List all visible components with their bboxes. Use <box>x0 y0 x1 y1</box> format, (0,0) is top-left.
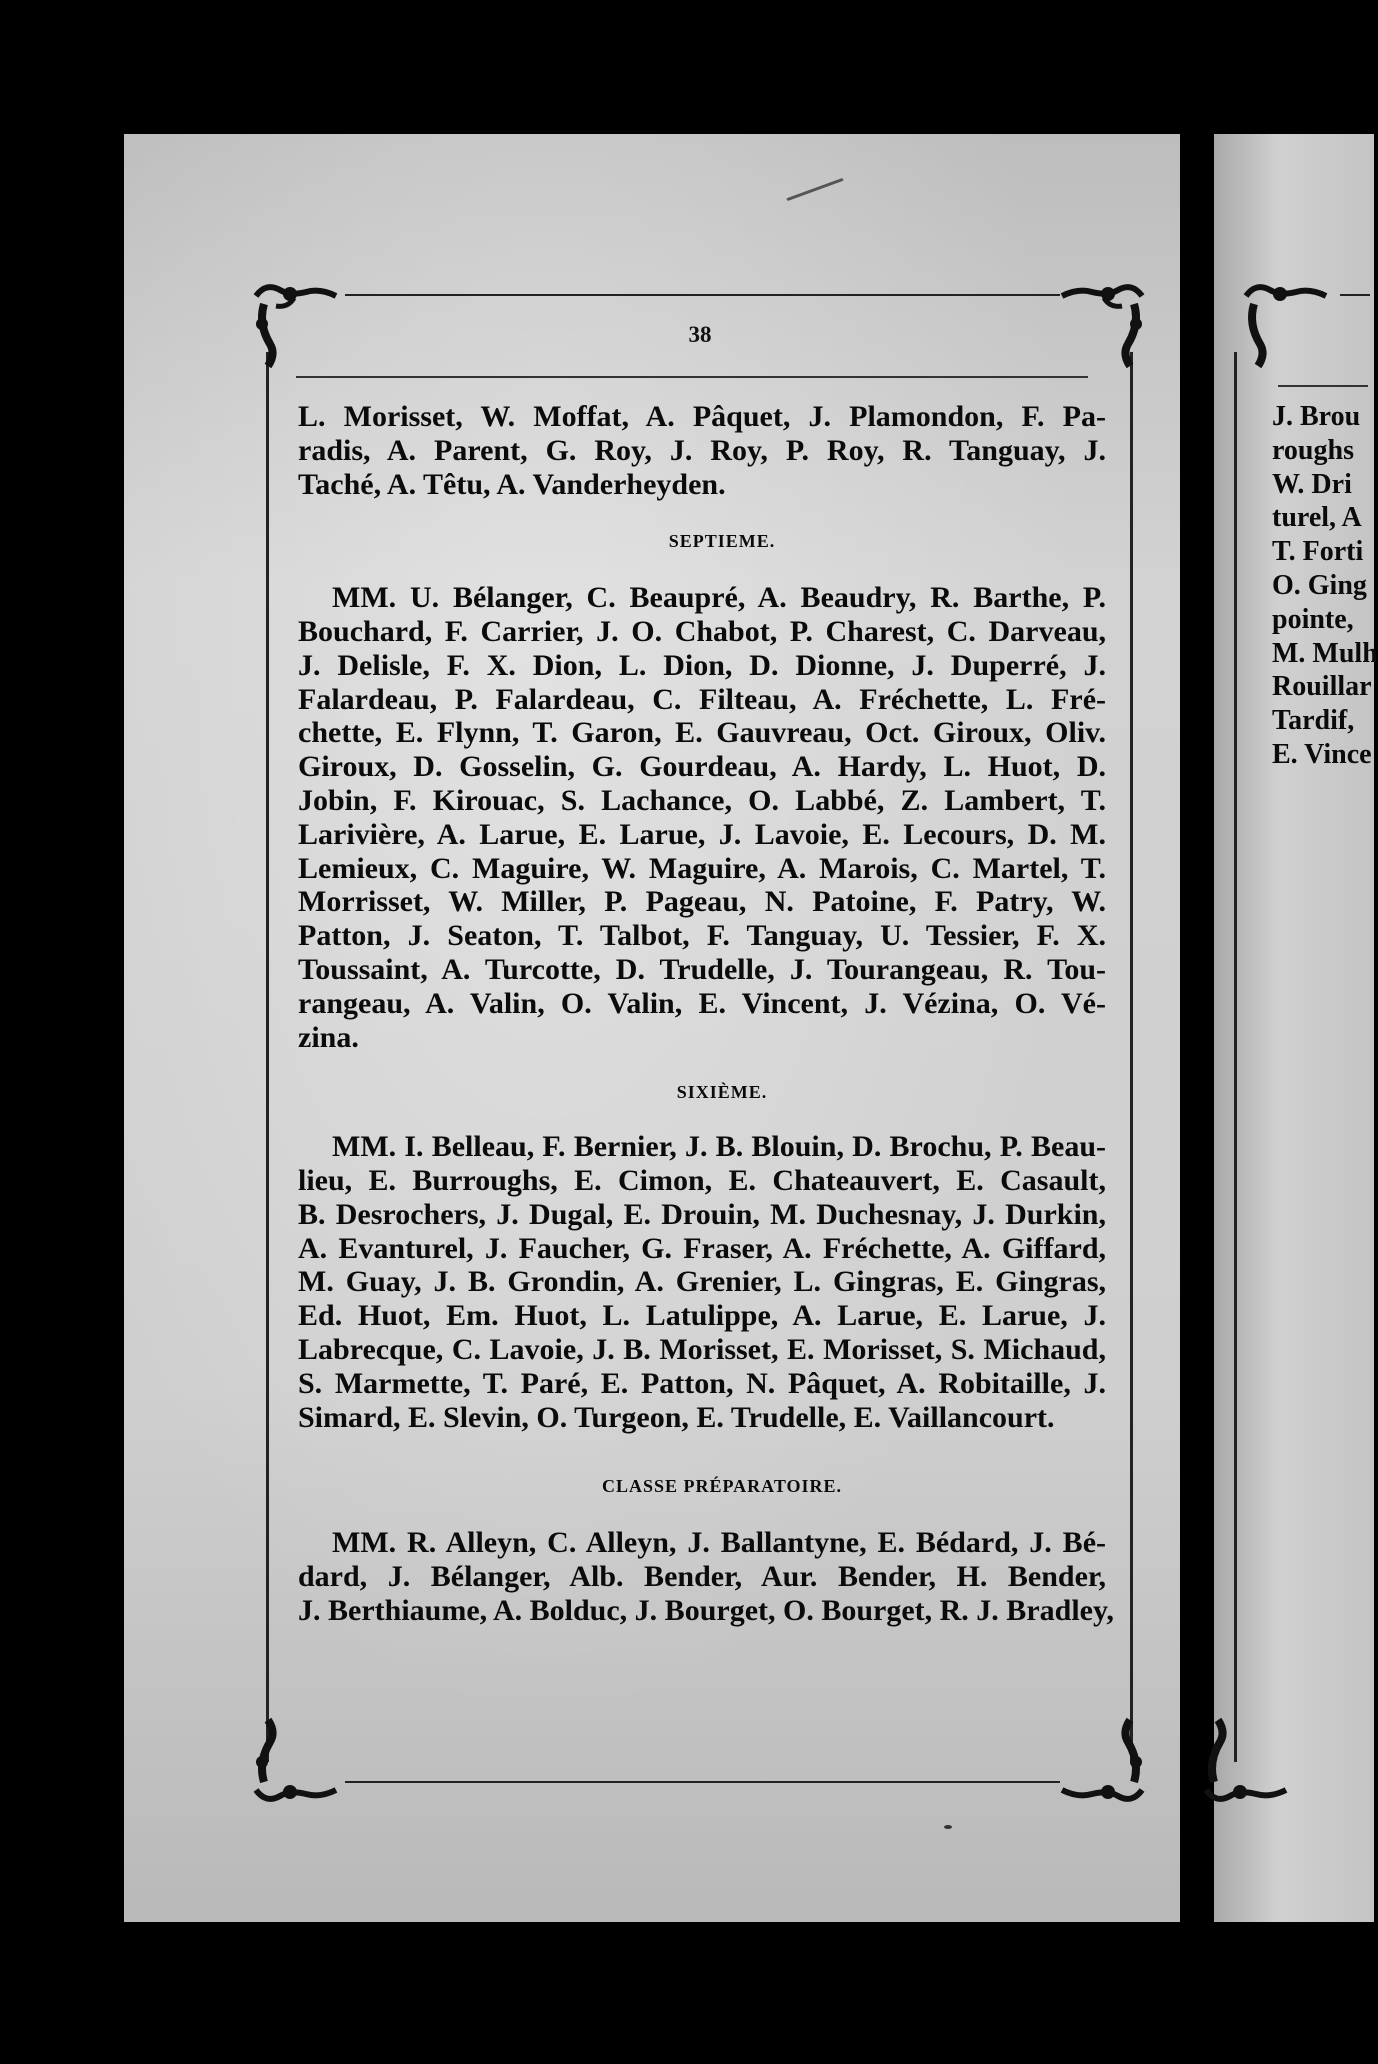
section-heading-classe-preparatoire: CLASSE PRÉPARATOIRE. <box>601 1476 843 1497</box>
text-line: Toussaint, A. Turcotte, D. Trudelle, J. Tourangeau, R. Tou- <box>298 952 1106 986</box>
text-line: S. Marmette, T. Paré, E. Patton, N. Pâquet, A. Robitaille, J. <box>298 1366 1106 1400</box>
text-line: Labrecque, C. Lavoie, J. B. Morisset, E. Morisset, S. Michaud, <box>298 1332 1106 1366</box>
border-line-left <box>266 352 269 1762</box>
text-line: Patton, J. Seaton, T. Talbot, F. Tanguay, U. Tessier, F. X. <box>298 919 1106 953</box>
adjacent-text-fragment: Rouillar <box>1272 671 1372 703</box>
section-heading-sixieme: SIXIÈME. <box>676 1082 768 1103</box>
adjacent-header-rule <box>1278 385 1368 387</box>
adjacent-text-fragment: W. Dri <box>1272 468 1352 500</box>
border-line-right <box>1130 352 1133 1762</box>
text-line: Taché, A. Têtu, A. Vanderheyden. <box>298 467 726 501</box>
adjacent-corner-ornament-bottom-icon <box>1196 1710 1296 1810</box>
text-line: Giroux, D. Gosselin, G. Gourdeau, A. Hardy, L. Huot, D. <box>298 750 1106 784</box>
adjacent-corner-ornament-top-icon <box>1236 276 1336 376</box>
text-line: radis, A. Parent, G. Roy, J. Roy, P. Roy, R. Tanguay, J. <box>298 433 1106 467</box>
adjacent-border-line-left <box>1234 352 1237 1762</box>
border-rule-top <box>345 294 1060 296</box>
adjacent-text-fragment: roughs <box>1272 434 1354 466</box>
text-line: J. Berthiaume, A. Bolduc, J. Bourget, O. Bourget, R. J. Bradley, <box>298 1593 1114 1627</box>
ink-speck <box>944 1825 952 1829</box>
adjacent-text-fragment: pointe, <box>1272 603 1354 635</box>
adjacent-text-fragment: M. Mulh <box>1272 637 1378 669</box>
adjacent-text-fragment: O. Ging <box>1272 569 1367 601</box>
opening-paragraph <box>298 400 1106 501</box>
adjacent-text-fragment: E. Vince <box>1272 738 1372 770</box>
corner-ornament-bottom-right-icon <box>1052 1710 1152 1810</box>
text-line: Ed. Huot, Em. Huot, L. Latulippe, A. Larue, E. Larue, J. <box>298 1299 1106 1333</box>
adjacent-page-text <box>1272 400 1378 772</box>
border-rule-bottom <box>345 1781 1060 1783</box>
corner-ornament-top-right-icon <box>1052 276 1152 376</box>
page-number: 38 <box>688 322 712 347</box>
text-line: Larivière, A. Larue, E. Larue, J. Lavoie, E. Lecours, D. M. <box>298 817 1106 851</box>
text-line: chette, E. Flynn, T. Garon, E. Gauvreau, Oct. Giroux, Oliv. <box>298 716 1106 750</box>
text-line: Morrisset, W. Miller, P. Pageau, N. Patoine, F. Patry, W. <box>298 885 1106 919</box>
text-line: Lemieux, C. Maguire, W. Maguire, A. Marois, C. Martel, T. <box>298 851 1106 885</box>
corner-ornament-top-left-icon <box>246 276 346 376</box>
adjacent-text-fragment: Tardif, <box>1272 705 1355 737</box>
text-line: Jobin, F. Kirouac, S. Lachance, O. Labbé, Z. Lambert, T. <box>298 783 1106 817</box>
text-line: rangeau, A. Valin, O. Valin, E. Vincent, J. Vézina, O. Vé- <box>298 986 1106 1020</box>
text-line: M. Guay, J. B. Grondin, A. Grenier, L. Gingras, E. Gingras, <box>298 1265 1106 1299</box>
adjacent-text-fragment: turel, A <box>1272 502 1362 534</box>
text-line: B. Desrochers, J. Dugal, E. Drouin, M. Duchesnay, J. Durkin, <box>298 1197 1106 1231</box>
text-line: dard, J. Bélanger, Alb. Bender, Aur. Bender, H. Bender, <box>298 1559 1106 1593</box>
text-line: J. Delisle, F. X. Dion, L. Dion, D. Dionne, J. Duperré, J. <box>298 648 1106 682</box>
text-line: lieu, E. Burroughs, E. Cimon, E. Chateauvert, E. Casault, <box>298 1163 1106 1197</box>
text-line: MM. R. Alleyn, C. Alleyn, J. Ballantyne, E. Bédard, J. Bé- <box>332 1526 1106 1560</box>
text-line: MM. I. Belleau, F. Bernier, J. B. Blouin, D. Brochu, P. Beau- <box>332 1130 1106 1164</box>
text-line: L. Morisset, W. Moffat, A. Pâquet, J. Plamondon, F. Pa- <box>298 400 1106 433</box>
header-rule <box>296 376 1088 378</box>
page-body <box>298 400 1114 1628</box>
corner-ornament-bottom-left-icon <box>246 1710 346 1810</box>
section-preparatoire-list <box>298 1526 1114 1627</box>
text-line: zina. <box>298 1020 359 1054</box>
text-line: Bouchard, F. Carrier, J. O. Chabot, P. Charest, C. Darveau, <box>298 614 1106 648</box>
text-line: A. Evanturel, J. Faucher, G. Fraser, A. Fréchette, A. Giffard, <box>298 1231 1106 1265</box>
section-septieme-list <box>298 581 1106 1054</box>
text-line: MM. U. Bélanger, C. Beaupré, A. Beaudry, R. Barthe, P. <box>332 581 1106 615</box>
adjacent-text-fragment: J. Brou <box>1272 401 1361 432</box>
section-heading-septieme: SEPTIEME. <box>668 531 776 552</box>
adjacent-text-fragment: T. Forti <box>1272 536 1364 568</box>
section-sixieme-list <box>298 1130 1106 1434</box>
text-line: Simard, E. Slevin, O. Turgeon, E. Trudelle, E. Vaillancourt. <box>298 1400 1055 1434</box>
adjacent-border-rule-top <box>1340 294 1370 296</box>
text-line: Falardeau, P. Falardeau, C. Filteau, A. Fréchette, L. Fré- <box>298 682 1106 716</box>
